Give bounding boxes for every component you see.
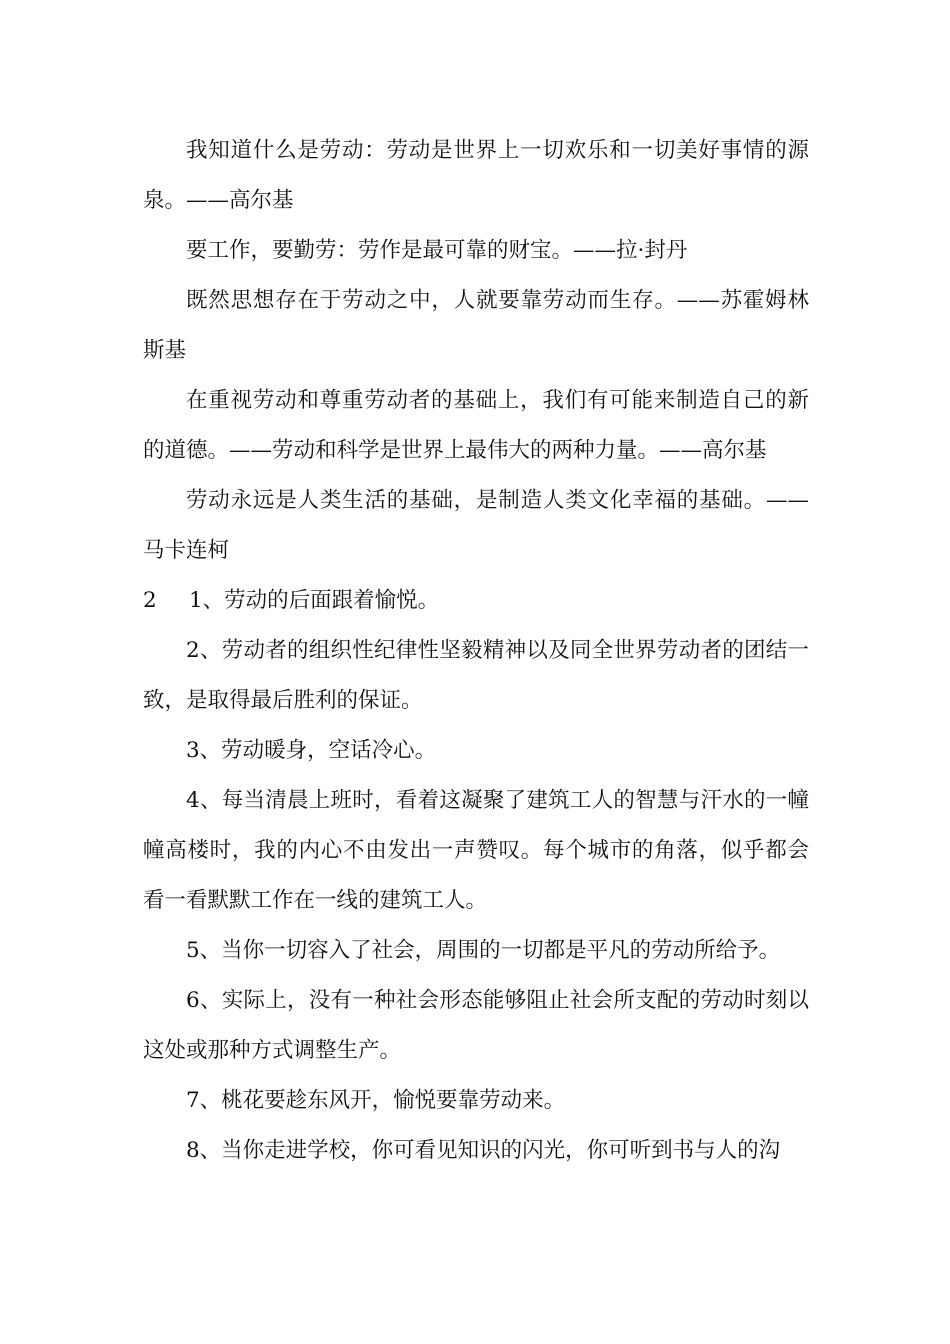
quote-paragraph: 要工作，要勤劳：劳作是最可靠的财宝。——拉·封丹: [186, 238, 688, 263]
list-item: 7、桃花要趁东风开，愉悦要靠劳动来。: [186, 1088, 566, 1113]
numbered-section-start: [143, 576, 809, 626]
list-item: 5、当你一切容入了社会，周围的一切都是平凡的劳动所给予。: [186, 938, 781, 963]
quote-paragraph: 在重视劳动和尊重劳动者的基础上，我们有可能来制造自己的新的道德。——劳动和科学是世界上最伟大的两种力量。——高尔基: [143, 388, 809, 463]
quote-paragraph: 劳动永远是人类生活的基础，是制造人类文化幸福的基础。——马卡连柯: [143, 488, 809, 563]
list-item: 8、当你走进学校，你可看见知识的闪光，你可听到书与人的沟: [186, 1138, 781, 1163]
list-item: 3、劳动暖身，空话冷心。: [186, 738, 437, 763]
list-item: 6、实际上，没有一种社会形态能够阻止社会所支配的劳动时刻以这处或那种方式调整生产。: [143, 988, 809, 1063]
list-item: 4、每当清晨上班时，看着这凝聚了建筑工人的智慧与汗水的一幢幢高楼时，我的内心不由发出一声赞叹。每个城市的角落，似乎都会看一看默默工作在一线的建筑工人。: [143, 788, 809, 913]
quote-paragraph: 既然思想存在于劳动之中，人就要靠劳动而生存。——苏霍姆林斯基: [143, 288, 809, 363]
section-number: 2: [143, 588, 157, 613]
list-item: 1、劳动的后面跟着愉悦。: [189, 588, 440, 613]
document-body: [143, 126, 809, 1176]
list-item: 2、劳动者的组织性纪律性坚毅精神以及同全世界劳动者的团结一致，是取得最后胜利的保证。: [143, 638, 809, 713]
quote-paragraph: 我知道什么是劳动：劳动是世界上一切欢乐和一切美好事情的源泉。——高尔基: [143, 138, 809, 213]
